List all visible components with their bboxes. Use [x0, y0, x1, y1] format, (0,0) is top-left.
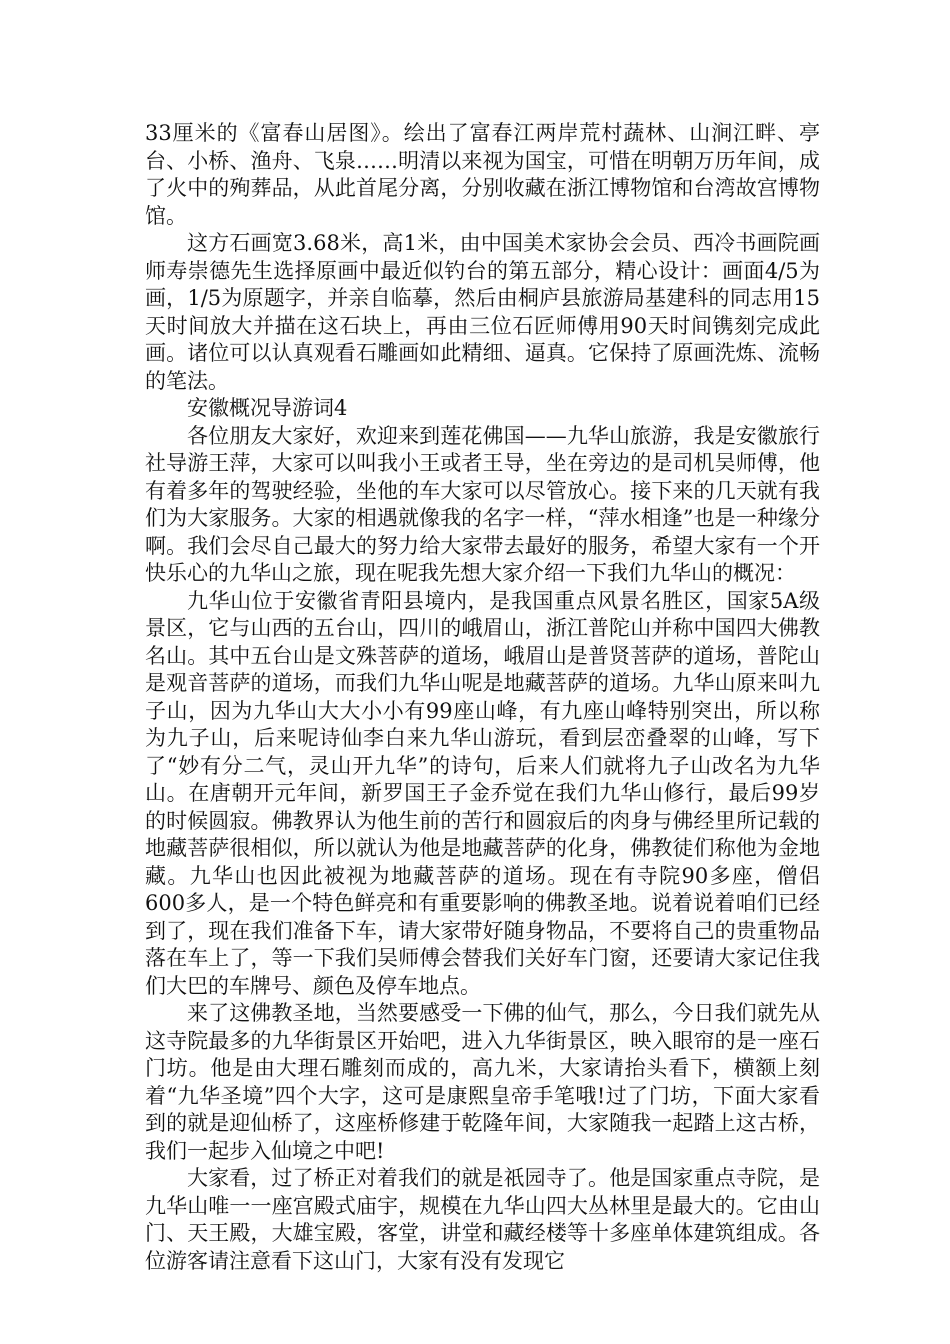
section-heading: 安徽概况导游词4: [187, 396, 348, 420]
paragraph-guide-intro: 各位朋友大家好，欢迎来到莲花佛国——九华山旅游，我是安徽旅行社导游王萍，大家可以叫我小王或者王导，坐在旁边的是司机吴师傅，他有着多年的驾驶经验，坐他的车大家可以尽管放心。接下来的几天就有我们为大家服务。大家的相遇就像我的名字一样，“萍水相逢”也是一种缘分啊。我们会尽自己最大的努力给大家带去最好的服务，希望大家有一个开快乐心的九华山之旅，现在呢我先想大家介绍一下我们九华山的概况：: [145, 423, 820, 585]
paragraph-qiyuan-temple: 大家看，过了桥正对着我们的就是祇园寺了。他是国家重点寺院，是九华山唯一一座宫殿式庙宇，规模在九华山四大丛林里是最大的。它由山门、天王殿，大雄宝殿，客堂，讲堂和藏经楼等十多座单体建筑组成。各位游客请注意看下这山门，大家有没有发现它: [145, 1166, 820, 1273]
paragraph-jiuhua-overview: 九华山位于安徽省青阳县境内，是我国重点风景名胜区，国家5A级景区，它与山西的五台山，四川的峨眉山，浙江普陀山并称中国四大佛教名山。其中五台山是文殊菩萨的道场，峨眉山是普贤菩萨的道场，普陀山是观音菩萨的道场，而我们九华山呢是地藏菩萨的道场。九华山原来叫九子山，因为九华山大大小小有99座山峰，有九座山峰特别突出，所以称为九子山，后来呢诗仙李白来九华山游玩，看到层峦叠翠的山峰，写下了“妙有分二气，灵山开九华”的诗句，后来人们就将九子山改名为九华山。在唐朝开元年间，新罗国王子金乔觉在我们九华山修行，最后99岁的时候圆寂。佛教界认为他生前的苦行和圆寂后的肉身与佛经里所记载的地藏菩萨很相似，所以就认为他是地藏菩萨的化身，佛教徒们称他为金地藏。九华山也因此被视为地藏菩萨的道场。现在有寺院90多座，僧侣600多人，是一个特色鲜亮和有重要影响的佛教圣地。说着说着咱们已经到了，现在我们准备下车，请大家带好随身物品，不要将自己的贵重物品落在车上了，等一下我们吴师傅会替我们关好车门窗，还要请大家记住我们大巴的车牌号、颜色及停车地点。: [145, 588, 820, 998]
paragraph-jiuhua-street: 来了这佛教圣地，当然要感受一下佛的仙气，那么，今日我们就先从这寺院最多的九华街景区开始吧，进入九华街景区，映入眼帘的是一座石门坊。他是由大理石雕刻而成的，高九米，大家请抬头看下，横额上刻着“九华圣境”四个大字，这可是康熙皇帝手笔哦!过了门坊，下面大家看到的就是迎仙桥了，这座桥修建于乾隆年间，大家随我一起踏上这古桥，我们一起步入仙境之中吧!: [145, 1001, 820, 1163]
document-page: [145, 120, 820, 1275]
paragraph-stone-carving: 这方石画宽3.68米，高1米，由中国美术家协会会员、西冷书画院画师寿崇德先生选择原画中最近似钓台的第五部分，精心设计：画面4/5为画，1/5为原题字，并亲自临摹，然后由桐庐县旅游局基建科的同志用15天时间放大并描在这石块上，再由三位石匠师傅用90天时间镌刻完成此画。诸位可以认真观看石雕画如此精细、逼真。它保持了原画洗炼、流畅的笔法。: [145, 231, 820, 393]
paragraph-fuchun-painting: 33厘米的《富春山居图》。绘出了富春江两岸荒村蔬林、山涧江畔、亭台、小桥、渔舟、飞泉……明清以来视为国宝，可惜在明朝万历年间，成了火中的殉葬品，从此首尾分离，分别收藏在浙江博物馆和台湾故宫博物馆。: [145, 121, 820, 228]
